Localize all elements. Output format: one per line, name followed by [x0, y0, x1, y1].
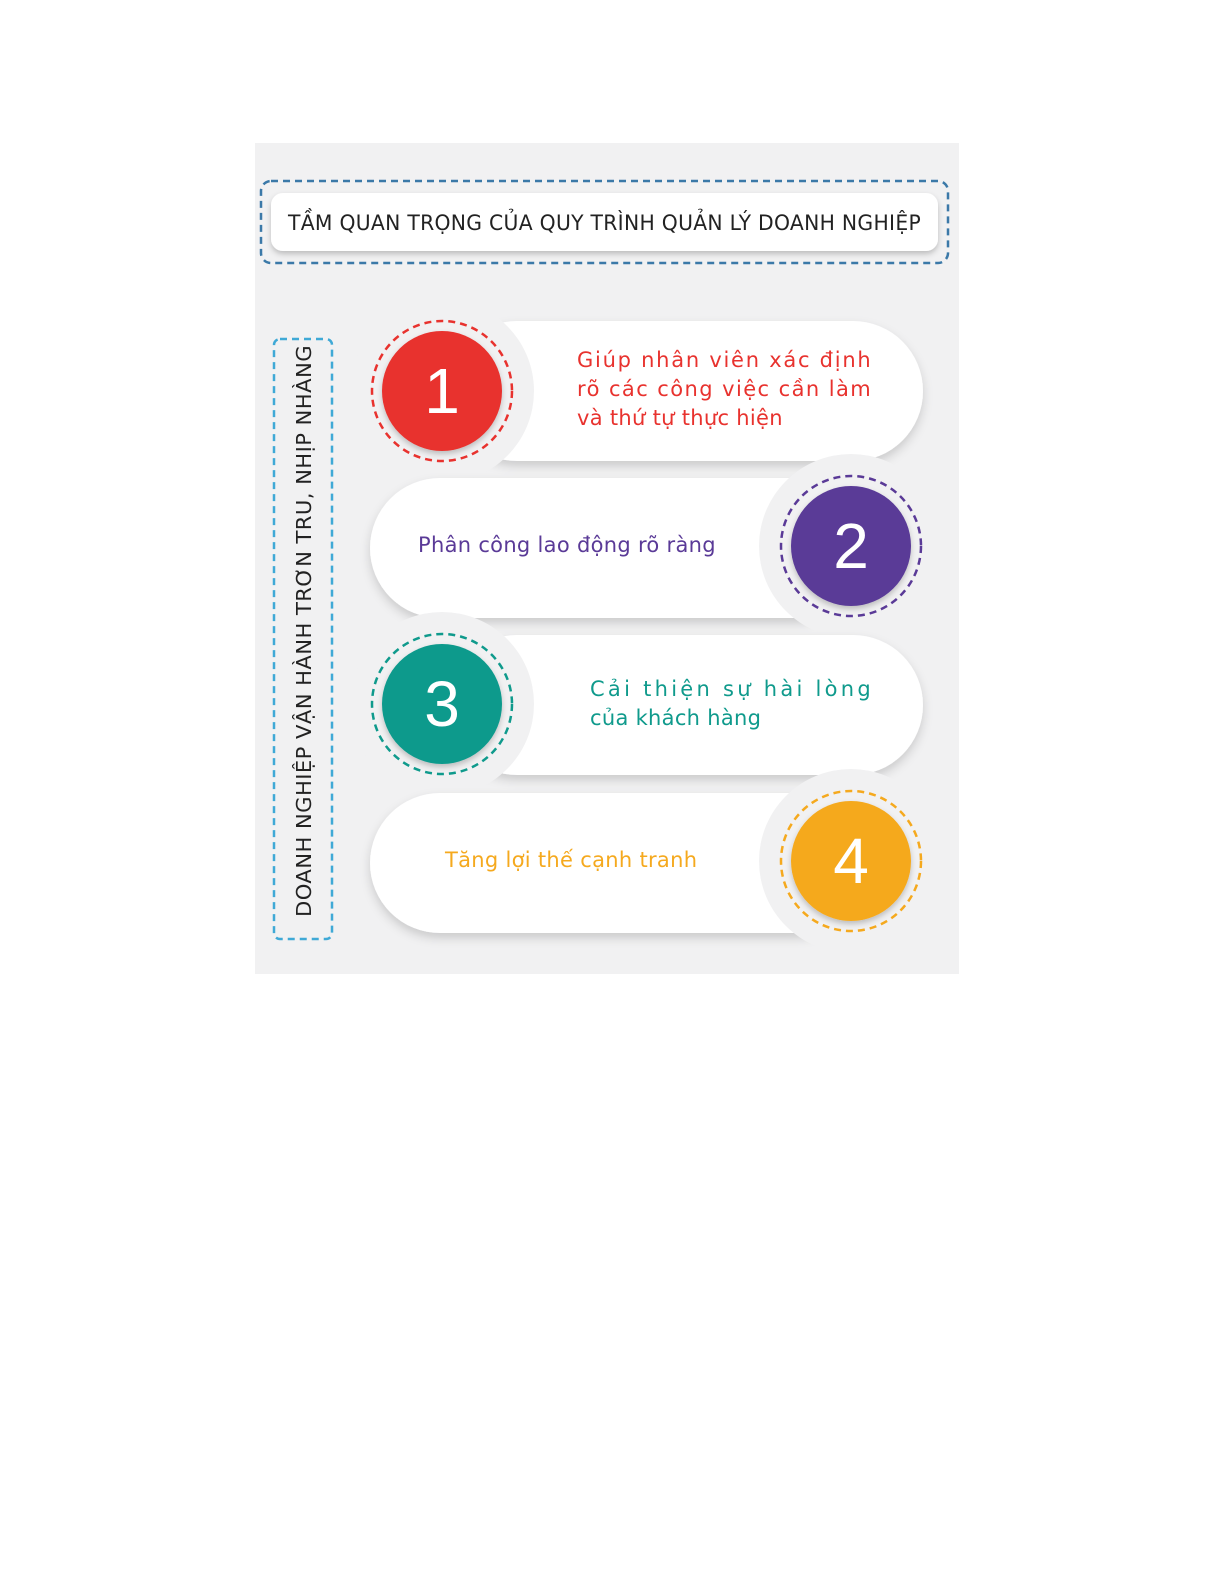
item-2-number: 2 — [833, 510, 869, 582]
item-1-number: 1 — [424, 355, 460, 427]
item-2-text — [418, 533, 716, 557]
item-3-line-2: của khách hàng — [590, 706, 762, 730]
title: TẦM QUAN TRỌNG CỦA QUY TRÌNH QUẢN LÝ DOANH NGHIỆP — [288, 211, 943, 235]
item-1-line-3: và thứ tự thực hiện — [577, 406, 783, 430]
item-4-number: 4 — [833, 825, 869, 897]
item-3-line-1: Cải thiện sự hài lòng — [590, 677, 871, 701]
item-1-line-1: Giúp nhân viên xác định — [577, 348, 871, 372]
title-banner — [261, 181, 948, 263]
item-4 — [370, 769, 943, 953]
item-2 — [370, 454, 943, 638]
item-1-line-2: rõ các công việc cần làm — [577, 377, 871, 401]
item-2-line-1: Phân công lao động rõ ràng — [418, 533, 716, 557]
item-4-text — [444, 848, 697, 872]
side-label-box — [274, 339, 332, 939]
infographic — [255, 143, 959, 974]
side-label: DOANH NGHIỆP VẬN HÀNH TRƠN TRU, NHỊP NHÀNG — [292, 375, 316, 917]
infographic-canvas — [255, 143, 959, 974]
item-3 — [350, 612, 923, 796]
item-4-line-1: Tăng lợi thế cạnh tranh — [445, 848, 698, 872]
item-3-number: 3 — [424, 668, 460, 740]
